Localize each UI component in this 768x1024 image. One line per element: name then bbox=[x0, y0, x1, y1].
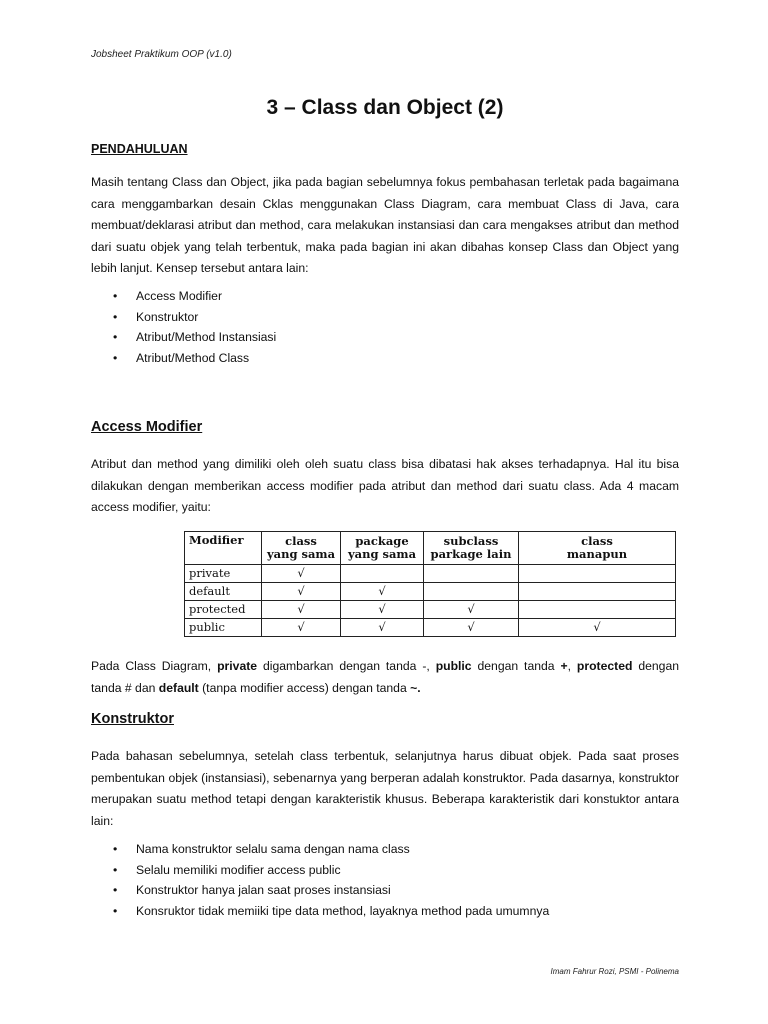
list-item: • Atribut/Method Class bbox=[91, 348, 679, 369]
access-modifier-paragraph: Atribut dan method yang dimiliki oleh oleh suatu class bisa dibatasi hak akses terhadapnya. Hal itu bisa dilakukan dengan memberikan access modifier pada atribut dan method dari suatu class. Ada 4 macam access modifier, yaitu: bbox=[91, 457, 679, 514]
class-diagram-note: Pada Class Diagram, private digambarkan dengan tanda -, public dengan tanda +, protected dengan tanda # dan default (tanpa modifier access) dengan tanda ~. bbox=[91, 659, 679, 695]
list-item: • Konsruktor tidak memiiki tipe data method, layaknya method pada umumnya bbox=[91, 901, 679, 922]
list-item: • Konstruktor hanya jalan saat proses instansiasi bbox=[91, 880, 679, 901]
intro-list bbox=[91, 286, 679, 368]
konstruktor-list bbox=[91, 839, 679, 921]
intro-paragraph: Masih tentang Class dan Object, jika pada bagian sebelumnya fokus pembahasan terletak pada bagaimana cara menggambarkan desain Cklas menggunakan Class Diagram, cara membuat Class di Java, cara membuat/deklarasi atribut dan method, cara melakukan instansiasi dan cara mengakses atribut dan method dari suatu objek yang telah terbentuk, maka pada bagian ini akan dibahas konsep Class dan Object yang lebih lanjut. Kensep tersebut antara lain: bbox=[91, 175, 679, 275]
page-footer: Imam Fahrur Rozi, PSMI - Polinema bbox=[550, 967, 679, 976]
intro-heading: PENDAHULUAN bbox=[91, 142, 188, 156]
konstruktor-heading: Konstruktor bbox=[91, 711, 174, 727]
list-item: • Selalu memiliki modifier access public bbox=[91, 860, 679, 881]
page-header: Jobsheet Praktikum OOP (v1.0) bbox=[91, 49, 232, 60]
table-row: default √ √ bbox=[185, 583, 676, 601]
list-item: • Access Modifier bbox=[91, 286, 679, 307]
table-header-cell: Modifier bbox=[185, 532, 262, 565]
list-item: • Atribut/Method Instansiasi bbox=[91, 327, 679, 348]
table-header-cell: class yang sama bbox=[262, 532, 341, 565]
access-modifier-heading: Access Modifier bbox=[91, 419, 203, 435]
table-row: protected √ √ √ bbox=[185, 601, 676, 619]
table-row: public √ √ √ √ bbox=[185, 619, 676, 637]
access-modifier-table bbox=[184, 531, 676, 637]
table-header-cell: subclass parkage lain bbox=[424, 532, 519, 565]
table-header-cell: package yang sama bbox=[341, 532, 424, 565]
document-page bbox=[91, 0, 679, 1024]
konstruktor-paragraph: Pada bahasan sebelumnya, setelah class terbentuk, selanjutnya harus dibuat objek. Pada saat proses pembentukan objek (instansiasi), sebenarnya yang berperan adalah konstruktor. Pada dasarnya, konstruktor merupakan suatu method tetapi dengan karakteristik khusus. Beberapa karakteristik dari konstuktor antara lain: bbox=[91, 749, 679, 828]
table-header-row bbox=[185, 532, 676, 565]
page-title: 3 – Class dan Object (2) bbox=[266, 96, 504, 119]
table-header-cell: class manapun bbox=[519, 532, 676, 565]
list-item: • Konstruktor bbox=[91, 307, 679, 328]
list-item: • Nama konstruktor selalu sama dengan nama class bbox=[91, 839, 679, 860]
table-row: private √ bbox=[185, 565, 676, 583]
